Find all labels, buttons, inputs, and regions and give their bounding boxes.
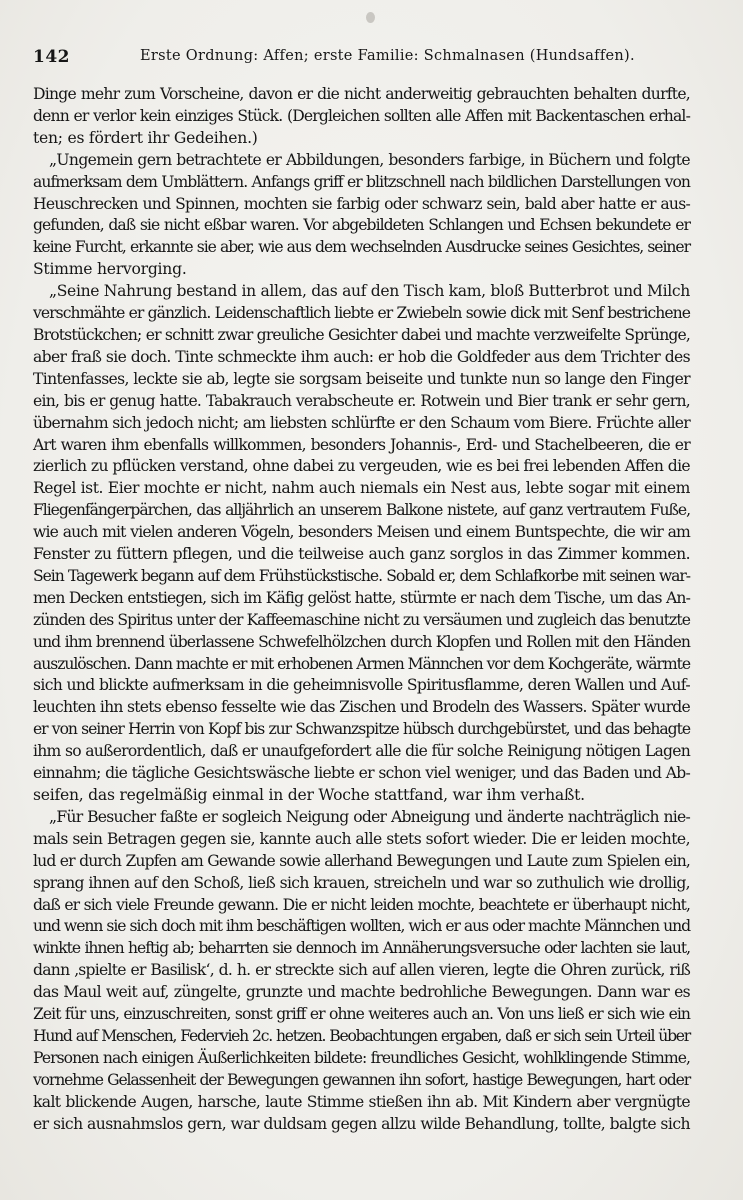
page-header xyxy=(33,47,690,71)
text-line: vornehme Gelassenheit der Bewegungen gewannen ihn sofort, hastige Bewegungen, hart oder xyxy=(33,1070,690,1089)
text-line: lud er durch Zupfen am Gewande sowie allerhand Bewegungen und Laute zum Spielen ein, xyxy=(33,851,690,870)
text-line: leuchten ihn stets ebenso fesselte wie das Zischen und Brodeln des Wassers. Später wurde xyxy=(33,698,690,717)
text-line: Fenster zu füttern pflegen, und die teilweise auch ganz sorglos in das Zimmer kommen. xyxy=(33,545,690,564)
text-line: aufmerksam dem Umblättern. Anfangs griff er blitzschnell nach bildlichen Darstellungen von xyxy=(33,172,690,191)
text-line: keine Furcht, erkannte sie aber, wie aus dem wechselnden Ausdrucke seines Gesichtes, seiner xyxy=(33,238,690,257)
text-line: „Ungemein gern betrachtete er Abbildungen, besonders farbige, in Büchern und folgte xyxy=(49,150,690,169)
text-line: zierlich zu pflücken verstand, ohne dabei zu vergeuden, wie es bei frei lebenden Affen die xyxy=(33,457,690,476)
text-line: wie auch mit vielen anderen Vögeln, besonders Meisen und einem Buntspechte, die wir am xyxy=(33,523,690,542)
text-line: Regel ist. Eier mochte er nicht, nahm auch niemals ein Nest aus, lebte sogar mit einem xyxy=(33,479,690,498)
text-line: denn er verlor kein einziges Stück. (Dergleichen sollten alle Affen mit Backentaschen erhal- xyxy=(33,106,690,125)
text-line: Tintenfasses, leckte sie ab, legte sie sorgsam beiseite und tunkte nun so lange den Finger xyxy=(33,369,690,388)
text-line: „Seine Nahrung bestand in allem, das auf den Tisch kam, bloß Butterbrot und Milch xyxy=(49,282,690,301)
text-line: daß er sich viele Freunde gewann. Die er nicht leiden mochte, beachtete er überhaupt nicht, xyxy=(33,895,690,914)
body-text xyxy=(33,84,690,1136)
text-line: mals sein Betragen gegen sie, kannte auch alle stets sofort wieder. Die er leiden mochte, xyxy=(33,829,690,848)
text-line: sprang ihnen auf den Schoß, ließ sich krauen, streicheln und war so zuthulich wie drollig, xyxy=(33,873,690,892)
paper-speck xyxy=(366,12,375,23)
text-line: Sein Tagewerk begann auf dem Frühstückstische. Sobald er, dem Schlafkorbe mit seinen war- xyxy=(33,566,690,585)
text-line: Stimme hervorging. xyxy=(33,260,187,279)
text-line: er von seiner Herrin von Kopf bis zur Schwanzspitze hübsch durchgebürstet, und das behagte xyxy=(33,720,690,739)
text-line: Hund auf Menschen, Federvieh 2c. hetzen. Beobachtungen ergaben, daß er sich sein Urteil über xyxy=(33,1026,690,1045)
text-line: winkte ihnen heftig ab; beharrten sie dennoch im Annäherungsversuche oder lachten sie laut, xyxy=(33,939,690,958)
text-line: übernahm sich jedoch nicht; am liebsten schlürfte er den Schaum vom Biere. Früchte aller xyxy=(33,413,690,432)
text-line: aber fraß sie doch. Tinte schmeckte ihm auch: er hob die Goldfeder aus dem Trichter des xyxy=(33,347,690,366)
text-line: das Maul weit auf, züngelte, grunzte und machte bedrohliche Bewegungen. Dann war es xyxy=(33,983,690,1002)
text-line: auszulöschen. Dann machte er mit erhobenen Armen Männchen vor dem Kochgeräte, wärmte xyxy=(33,654,690,673)
text-line: ihm so außerordentlich, daß er unaufgefordert alle die für solche Reinigung nötigen Lagen xyxy=(33,742,690,761)
text-line: Dinge mehr zum Vorscheine, davon er die nicht anderweitig gebrauchten behalten durfte, xyxy=(33,85,690,103)
text-line: seifen, das regelmäßig einmal in der Woche stattfand, war ihm verhaßt. xyxy=(33,786,585,804)
text-line: Heuschrecken und Spinnen, mochten sie farbig oder schwarz sein, bald aber hatte er aus- xyxy=(33,194,690,213)
text-line: kalt blickende Augen, harsche, laute Stimme stießen ihn ab. Mit Kindern aber vergnügte xyxy=(33,1092,690,1111)
text-line: ten; es fördert ihr Gedeihen.) xyxy=(33,128,258,147)
text-line: Personen nach einigen Äußerlichkeiten bildete: freundliches Gesicht, wohlklingende Stimme, xyxy=(33,1048,690,1067)
page-number: 142 xyxy=(33,47,70,67)
text-line: einnahm; die tägliche Gesichtswäsche liebte er schon viel weniger, und das Baden und Ab- xyxy=(33,764,690,783)
running-head: Erste Ordnung: Affen; erste Familie: Schmalnasen (Hundsaffen). xyxy=(140,48,635,64)
text-line: sich und blickte aufmerksam in die geheimnisvolle Spiritusflamme, deren Wallen und Auf- xyxy=(33,676,690,695)
text-line: und wenn sie sich doch mit ihm beschäftigen wollten, wich er aus oder machte Männchen und xyxy=(33,917,690,936)
text-line: und ihm brennend überlassene Schwefelhölzchen durch Klopfen und Rollen mit den Händen xyxy=(33,632,690,651)
text-line: er sich ausnahmslos gern, war duldsam gegen allzu wilde Behandlung, tollte, balgte sich xyxy=(33,1114,690,1133)
text-line: verschmähte er gänzlich. Leidenschaftlich liebte er Zwiebeln sowie dick mit Senf bestrichene xyxy=(33,304,690,323)
text-line: gefunden, daß sie nicht eßbar waren. Vor abgebildeten Schlangen und Echsen bekundete er xyxy=(33,216,690,235)
text-line: Brotstückchen; er schnitt zwar greuliche Gesichter dabei und machte verzweifelte Sprünge, xyxy=(33,325,690,344)
text-line: men Decken entstiegen, sich im Käfig gelöst hatte, stürmte er nach dem Tische, um das An- xyxy=(33,588,690,607)
text-line: Zeit für uns, einzuschreiten, sonst griff er ohne weiteres auch an. Von uns ließ er sich wie ein xyxy=(33,1005,690,1024)
text-line: „Für Besucher faßte er sogleich Neigung oder Abneigung und änderte nachträglich nie- xyxy=(49,807,690,826)
text-line: Art waren ihm ebenfalls willkommen, besonders Johannis-, Erd- und Stachelbeeren, die er xyxy=(33,435,690,454)
text-line: zünden des Spiritus unter der Kaffeemaschine nicht zu versäumen und zugleich das benutzte xyxy=(33,610,690,629)
text-line: ein, bis er genug hatte. Tabakrauch verabscheute er. Rotwein und Bier trank er sehr gern, xyxy=(33,391,690,410)
text-line: dann ‚spielte er Basilisk‘, d. h. er streckte sich auf allen vieren, legte die Ohren zurück, riß xyxy=(33,961,690,980)
text-line: Fliegenfängerpärchen, das alljährlich an unserem Balkone nistete, auf ganz vertrautem Fuße, xyxy=(33,501,690,520)
